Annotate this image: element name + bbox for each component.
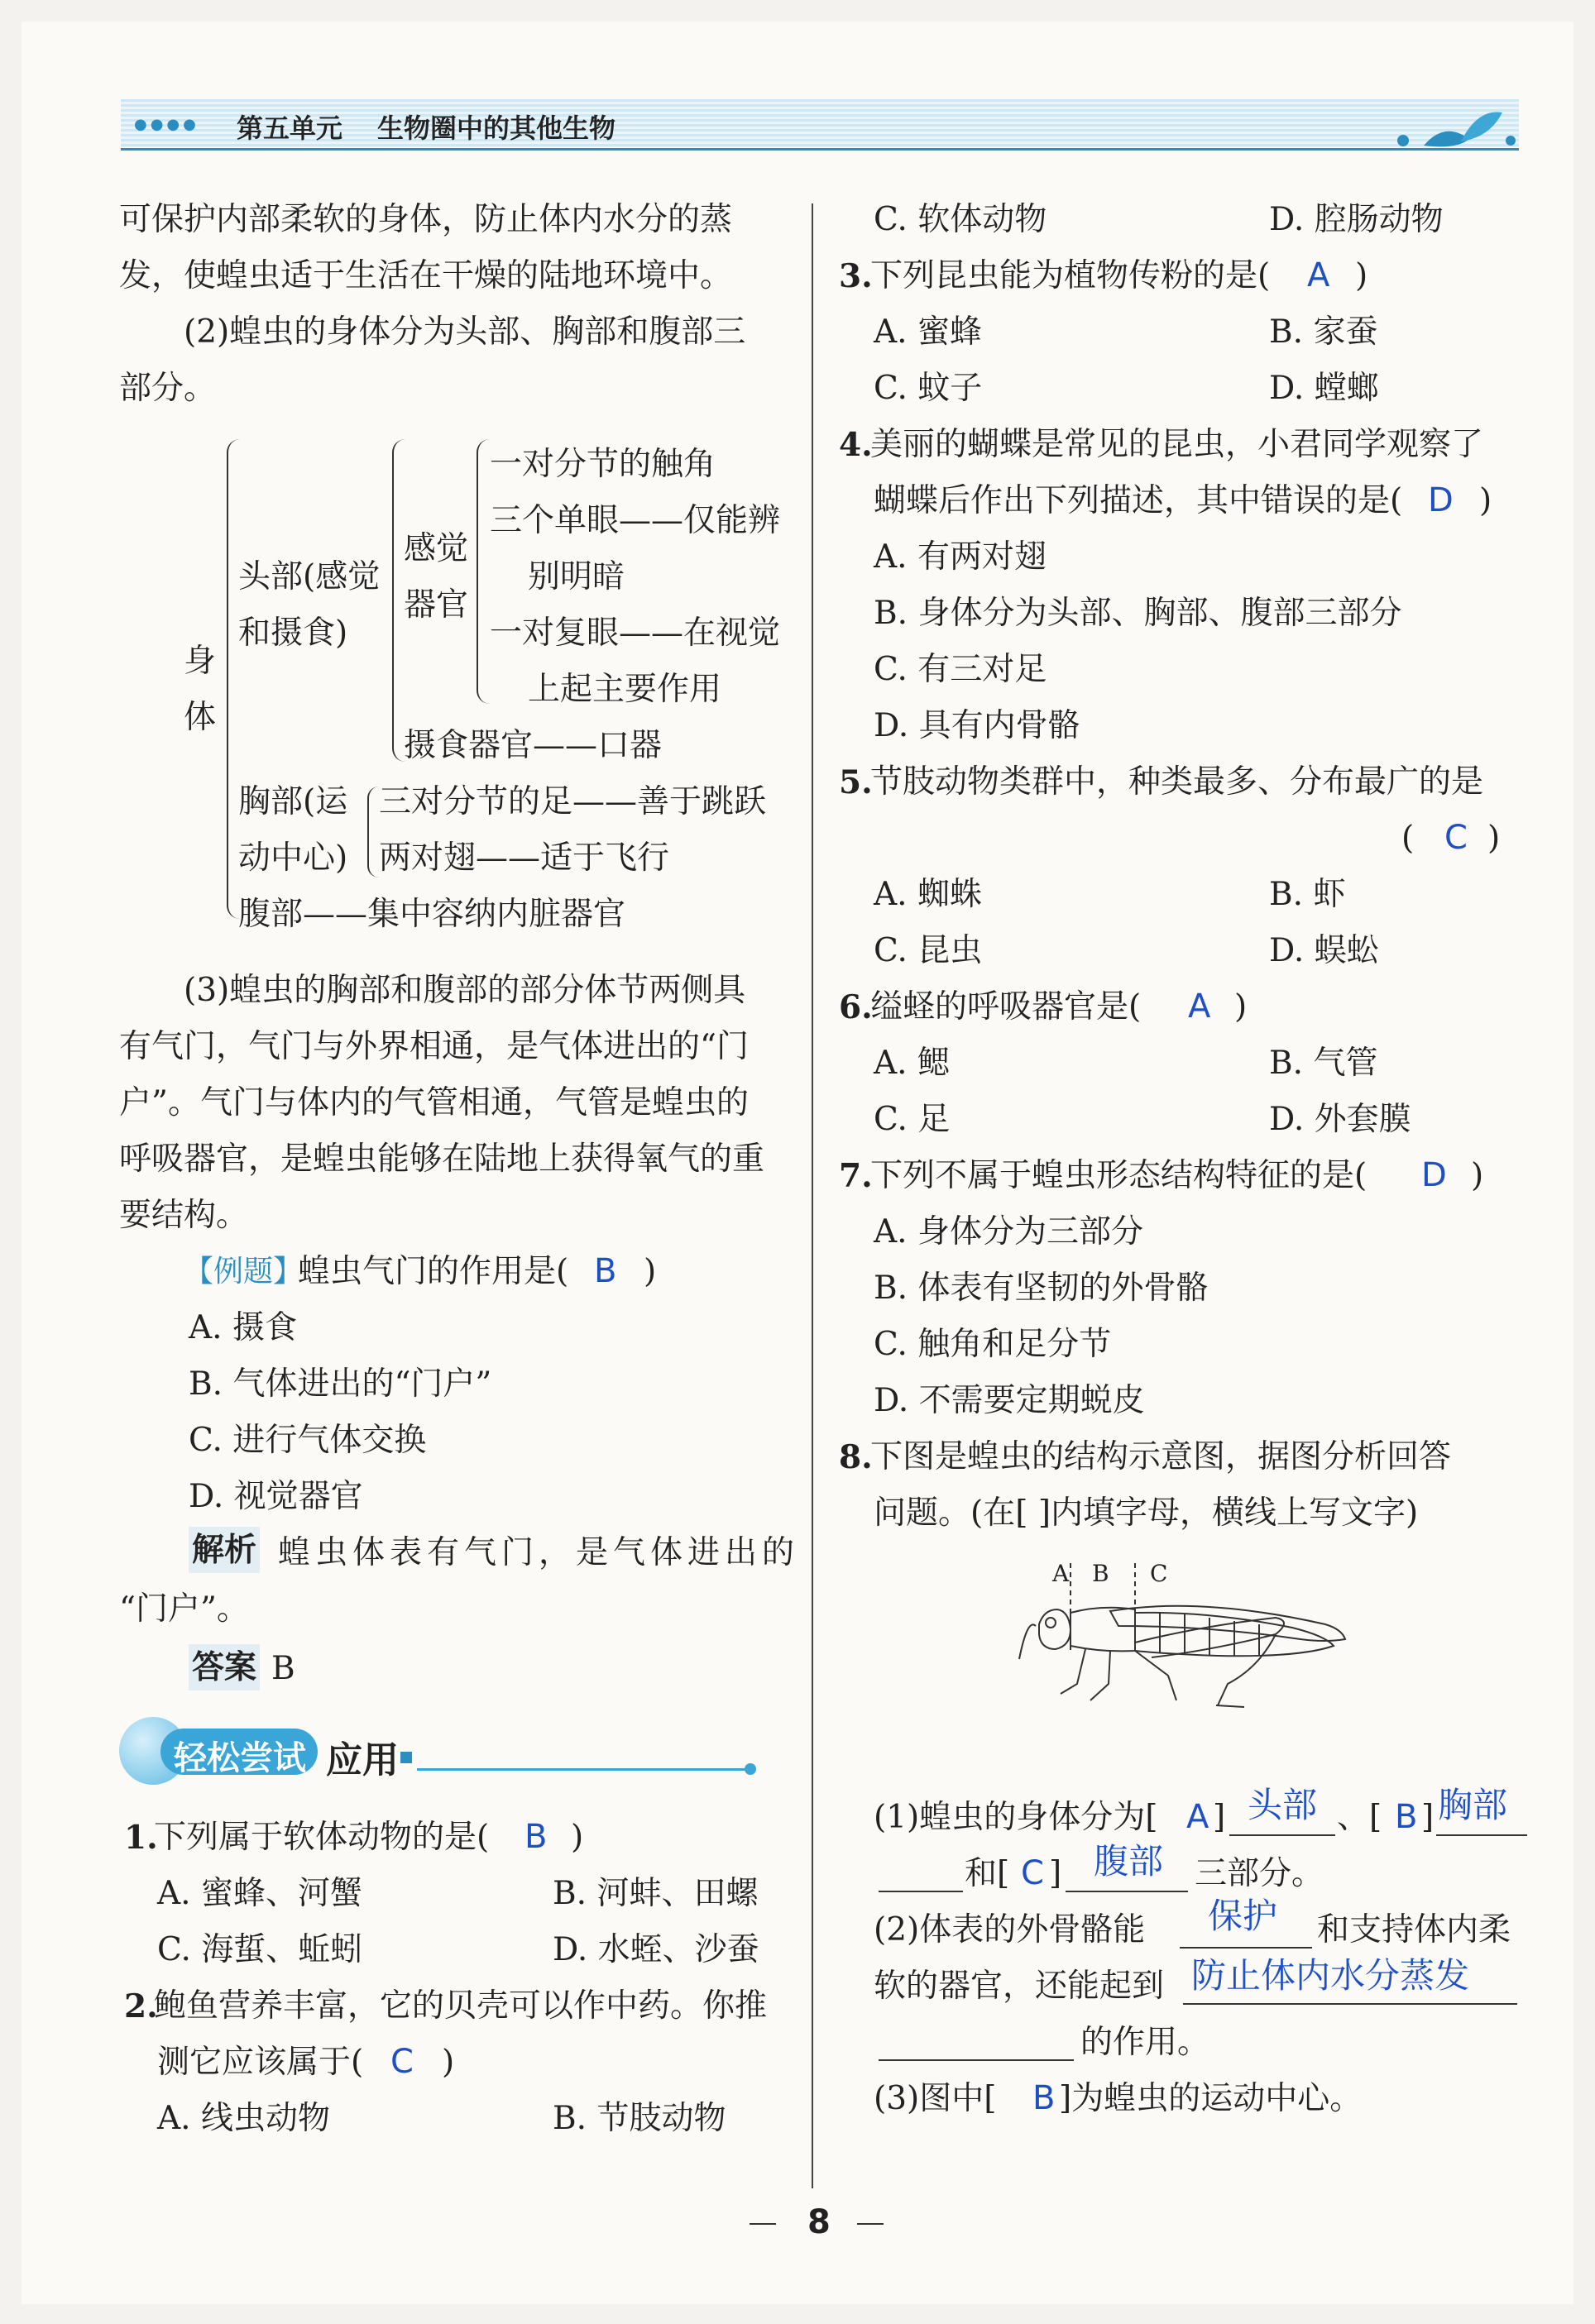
q6-close: ) [1234, 988, 1248, 1026]
q2-number: 2. [124, 1987, 158, 2025]
tree-legs: 三对分节的足——善于跳跃 [379, 783, 767, 820]
q5-answer: C [1444, 819, 1468, 857]
tree-sense-2: 器官 [404, 586, 469, 624]
tree-eyes-2: 上起主要作用 [528, 671, 722, 708]
q8-s2-protect-answer: 保护 [1208, 1896, 1278, 1936]
q6-text: 缢蛏的呼吸器官是( [870, 988, 1142, 1026]
left-p1-line1: 可保护内部柔软的身体，防止体内水分的蒸 [119, 201, 733, 238]
q4-number: 4. [839, 426, 873, 464]
q2-line2: 测它应该属于( [157, 2044, 364, 2081]
tree-abdomen: 腹部——集中容纳内脏器官 [238, 896, 626, 933]
q8-s1-belly-blank [1066, 1891, 1188, 1892]
q6-option-b: B. 气管 [1269, 1045, 1378, 1082]
header-title: 生物圈中的其他生物 [377, 112, 616, 144]
q7-option-a: A. 身体分为三部分 [874, 1213, 1143, 1250]
q2-answer: C [390, 2043, 414, 2081]
example-tag: 【例题】 [184, 1255, 304, 1289]
q8-number: 8. [839, 1438, 873, 1476]
q3-text: 下列昆虫能为植物传粉的是( [870, 257, 1271, 294]
tree-head-2: 和摄食) [238, 614, 348, 652]
q4-answer: D [1428, 481, 1454, 519]
q5-option-a: A. 蜘蛛 [874, 876, 982, 913]
example-option-a: A. 摄食 [189, 1309, 297, 1346]
left-p3-line1: (3)蝗虫的胸部和腹部的部分体节两侧具 [184, 972, 746, 1009]
leaf-icon [1387, 104, 1527, 154]
tree-sense-1: 感觉 [404, 530, 469, 567]
tree-ocelli-2: 别明暗 [528, 558, 625, 595]
q4-line1: 美丽的蝴蝶是常见的昆虫，小君同学观察了 [870, 426, 1484, 463]
page [22, 22, 1573, 2304]
header-dots: ●●●● [134, 116, 199, 133]
q8-s1-g: 三部分。 [1195, 1855, 1324, 1892]
q3-option-b: B. 家蚕 [1269, 313, 1378, 351]
left-p1-line2: 发，使蝗虫适于生活在干燥的陆地环境中。 [119, 257, 733, 294]
tree-thorax-1: 胸部(运 [238, 783, 348, 820]
left-p3-line3: 户”。气门与体内的气管相通，气管是蝗虫的 [119, 1084, 749, 1121]
left-p3-line4: 呼吸器官，是蝗虫能够在陆地上获得氧气的重 [119, 1140, 765, 1178]
q1-answer: B [524, 1818, 548, 1856]
q8-s1-f: ] [1049, 1855, 1062, 1892]
q3-option-c: C. 蚊子 [874, 370, 983, 407]
tree-antenna: 一对分节的触角 [490, 446, 716, 483]
q8-s1-e: 和[ [965, 1855, 1010, 1892]
q8-s1-chest-answer: 胸部 [1438, 1785, 1508, 1825]
q8-s2-c: 软的器官，还能起到 [874, 1968, 1165, 2005]
analysis-line2: “门户”。 [119, 1590, 249, 1628]
q6-answer: A [1188, 987, 1211, 1026]
analysis-label: 解析 [189, 1527, 260, 1573]
q6-option-c: C. 足 [874, 1101, 951, 1138]
example-answer: B [594, 1252, 617, 1290]
tree-root-2: 体 [184, 699, 217, 736]
q5-open: ( [1401, 820, 1415, 857]
q8-line1: 下图是蝗虫的结构示意图，据图分析回答 [870, 1438, 1452, 1475]
section-banner-line [417, 1768, 748, 1771]
q6-number: 6. [839, 988, 873, 1026]
q8-s1-head-answer: 头部 [1248, 1785, 1318, 1825]
left-p3-line2: 有气门，气门与外界相通，是气体进出的“门 [119, 1028, 749, 1065]
q1-text: 下列属于软体动物的是( [154, 1819, 490, 1856]
q3-option-d: D. 螳螂 [1269, 370, 1379, 407]
q8-s2-prevent-answer: 防止体内水分蒸发 [1191, 1955, 1470, 1996]
page-number: 8 [807, 2203, 831, 2241]
q4-option-d: D. 具有内骨骼 [874, 707, 1080, 744]
tree-ocelli-1: 三个单眼——仅能辨 [490, 502, 781, 539]
q5-number: 5. [839, 763, 873, 801]
q2-option-c: C. 软体动物 [874, 201, 1047, 238]
q8-s2-a: (2)体表的外骨骼能 [874, 1911, 1146, 1949]
q8-s1-b: ] [1213, 1799, 1226, 1836]
q7-number: 7. [839, 1157, 873, 1195]
q3-option-a: A. 蜜蜂 [874, 313, 982, 351]
answer-value: B [271, 1650, 295, 1687]
tree-mouth: 摄食器官——口器 [404, 727, 663, 764]
q7-option-c: C. 触角和足分节 [874, 1326, 1112, 1363]
q8-s1-ans-b: B [1395, 1798, 1418, 1836]
q4-line2: 蝴蝶后作出下列描述，其中错误的是( [874, 482, 1403, 519]
q2-close: ) [442, 2044, 455, 2081]
grasshopper-drawing [1011, 1560, 1383, 1725]
q8-s3-ans: B [1032, 2079, 1056, 2117]
q2-option-a: A. 线虫动物 [157, 2100, 330, 2137]
q8-s1-a: (1)蝗虫的身体分为[ [874, 1799, 1158, 1836]
section-title-a: 轻松尝试 [174, 1739, 306, 1777]
column-divider [812, 203, 813, 2188]
section-title-b: 应用 [326, 1739, 399, 1781]
brace-thorax [367, 787, 379, 877]
q8-line2: 问题。(在[ ]内填字母，横线上写文字) [874, 1494, 1419, 1532]
example-option-d: D. 视觉器官 [189, 1478, 363, 1515]
q1-option-b: B. 河蚌、田螺 [553, 1875, 759, 1912]
header-unit: 第五单元 [237, 112, 343, 144]
q8-s1-belly-answer: 腹部 [1094, 1841, 1164, 1882]
left-p3-line5: 要结构。 [119, 1197, 249, 1234]
q7-answer: D [1421, 1156, 1447, 1194]
q1-option-d: D. 水蛭、沙蚕 [553, 1931, 759, 1968]
q4-option-a: A. 有两对翅 [874, 538, 1047, 576]
page-number-dash-left [750, 2223, 776, 2225]
q5-close: ) [1487, 820, 1501, 857]
header-rule [121, 148, 1519, 151]
q5-option-d: D. 蜈蚣 [1269, 932, 1379, 969]
q7-text: 下列不属于蝗虫形态结构特征的是( [870, 1157, 1367, 1194]
q8-s2-b: 和支持体内柔 [1317, 1911, 1511, 1949]
left-p2-line1: (2)蝗虫的身体分为头部、胸部和腹部三 [184, 313, 746, 351]
q2-option-d: D. 腔肠动物 [1269, 201, 1444, 238]
q8-s1-d: ] [1421, 1799, 1435, 1836]
q4-option-b: B. 身体分为头部、胸部、腹部三部分 [874, 595, 1402, 632]
tree-thorax-2: 动中心) [238, 839, 348, 877]
section-banner-dot [745, 1763, 756, 1775]
tree-wings: 两对翅——适于飞行 [379, 839, 670, 877]
q3-number: 3. [839, 257, 873, 295]
q8-s1-head-blank [1229, 1834, 1335, 1836]
example-option-c: C. 进行气体交换 [189, 1422, 427, 1459]
q8-s1-ans-a: A [1186, 1798, 1209, 1836]
q5-text: 节肢动物类群中，种类最多、分布最广的是 [870, 763, 1484, 801]
example-option-b: B. 气体进出的“门户” [189, 1365, 492, 1403]
q7-close: ) [1471, 1157, 1484, 1194]
section-banner-square [400, 1752, 412, 1763]
q8-s1-ans-c: C [1021, 1854, 1044, 1892]
q1-close: ) [571, 1819, 584, 1856]
q8-s2-prevent-blank [1183, 2003, 1517, 2005]
q8-s1-lead-blank [879, 1891, 963, 1892]
analysis-line1: 蝗虫体表有气门，是气体进出的 [278, 1534, 800, 1571]
q3-answer: A [1307, 256, 1330, 294]
q2-line1: 鲍鱼营养丰富，它的贝壳可以作中药。你推 [154, 1987, 768, 2025]
tree-root-1: 身 [184, 643, 217, 680]
q8-s2-cont-blank [879, 2059, 1074, 2061]
q8-s3-a: (3)图中[ [874, 2080, 997, 2117]
q3-close: ) [1355, 257, 1368, 294]
q8-s1-chest-blank [1436, 1834, 1527, 1836]
q5-option-b: B. 虾 [1269, 876, 1346, 913]
left-p2-line2: 部分。 [119, 370, 217, 407]
q4-close: ) [1479, 482, 1492, 519]
tree-eyes-1: 一对复眼——在视觉 [490, 614, 781, 652]
q5-option-c: C. 昆虫 [874, 932, 983, 969]
q6-option-d: D. 外套膜 [1269, 1101, 1411, 1138]
figure-label-b: B [1092, 1560, 1109, 1587]
q2-option-b: B. 节肢动物 [553, 2100, 726, 2137]
example-question: 蝗虫气门的作用是( [298, 1253, 569, 1290]
section-banner [119, 1714, 764, 1788]
example-close: ) [644, 1253, 657, 1290]
q1-option-c: C. 海蜇、蚯蚓 [157, 1931, 363, 1968]
q8-s1-c: 、[ [1337, 1799, 1382, 1836]
grasshopper-figure [1011, 1560, 1383, 1725]
page-number-dash-right [857, 2223, 884, 2225]
figure-label-c: C [1150, 1560, 1168, 1587]
brace-sense [477, 439, 490, 704]
q7-option-b: B. 体表有坚韧的外骨骼 [874, 1270, 1209, 1307]
tree-head-1: 头部(感觉 [238, 558, 381, 595]
q4-option-c: C. 有三对足 [874, 651, 1047, 688]
q8-s3-b: ]为蝗虫的运动中心。 [1059, 2080, 1363, 2117]
q1-option-a: A. 蜜蜂、河蟹 [157, 1875, 362, 1912]
q7-option-d: D. 不需要定期蜕皮 [874, 1382, 1145, 1419]
q6-option-a: A. 鳃 [874, 1045, 950, 1082]
q1-number: 1. [124, 1819, 158, 1857]
figure-label-a: A [1052, 1560, 1070, 1587]
answer-label: 答案 [189, 1644, 260, 1690]
q8-s2-d: 的作用。 [1080, 2024, 1210, 2061]
